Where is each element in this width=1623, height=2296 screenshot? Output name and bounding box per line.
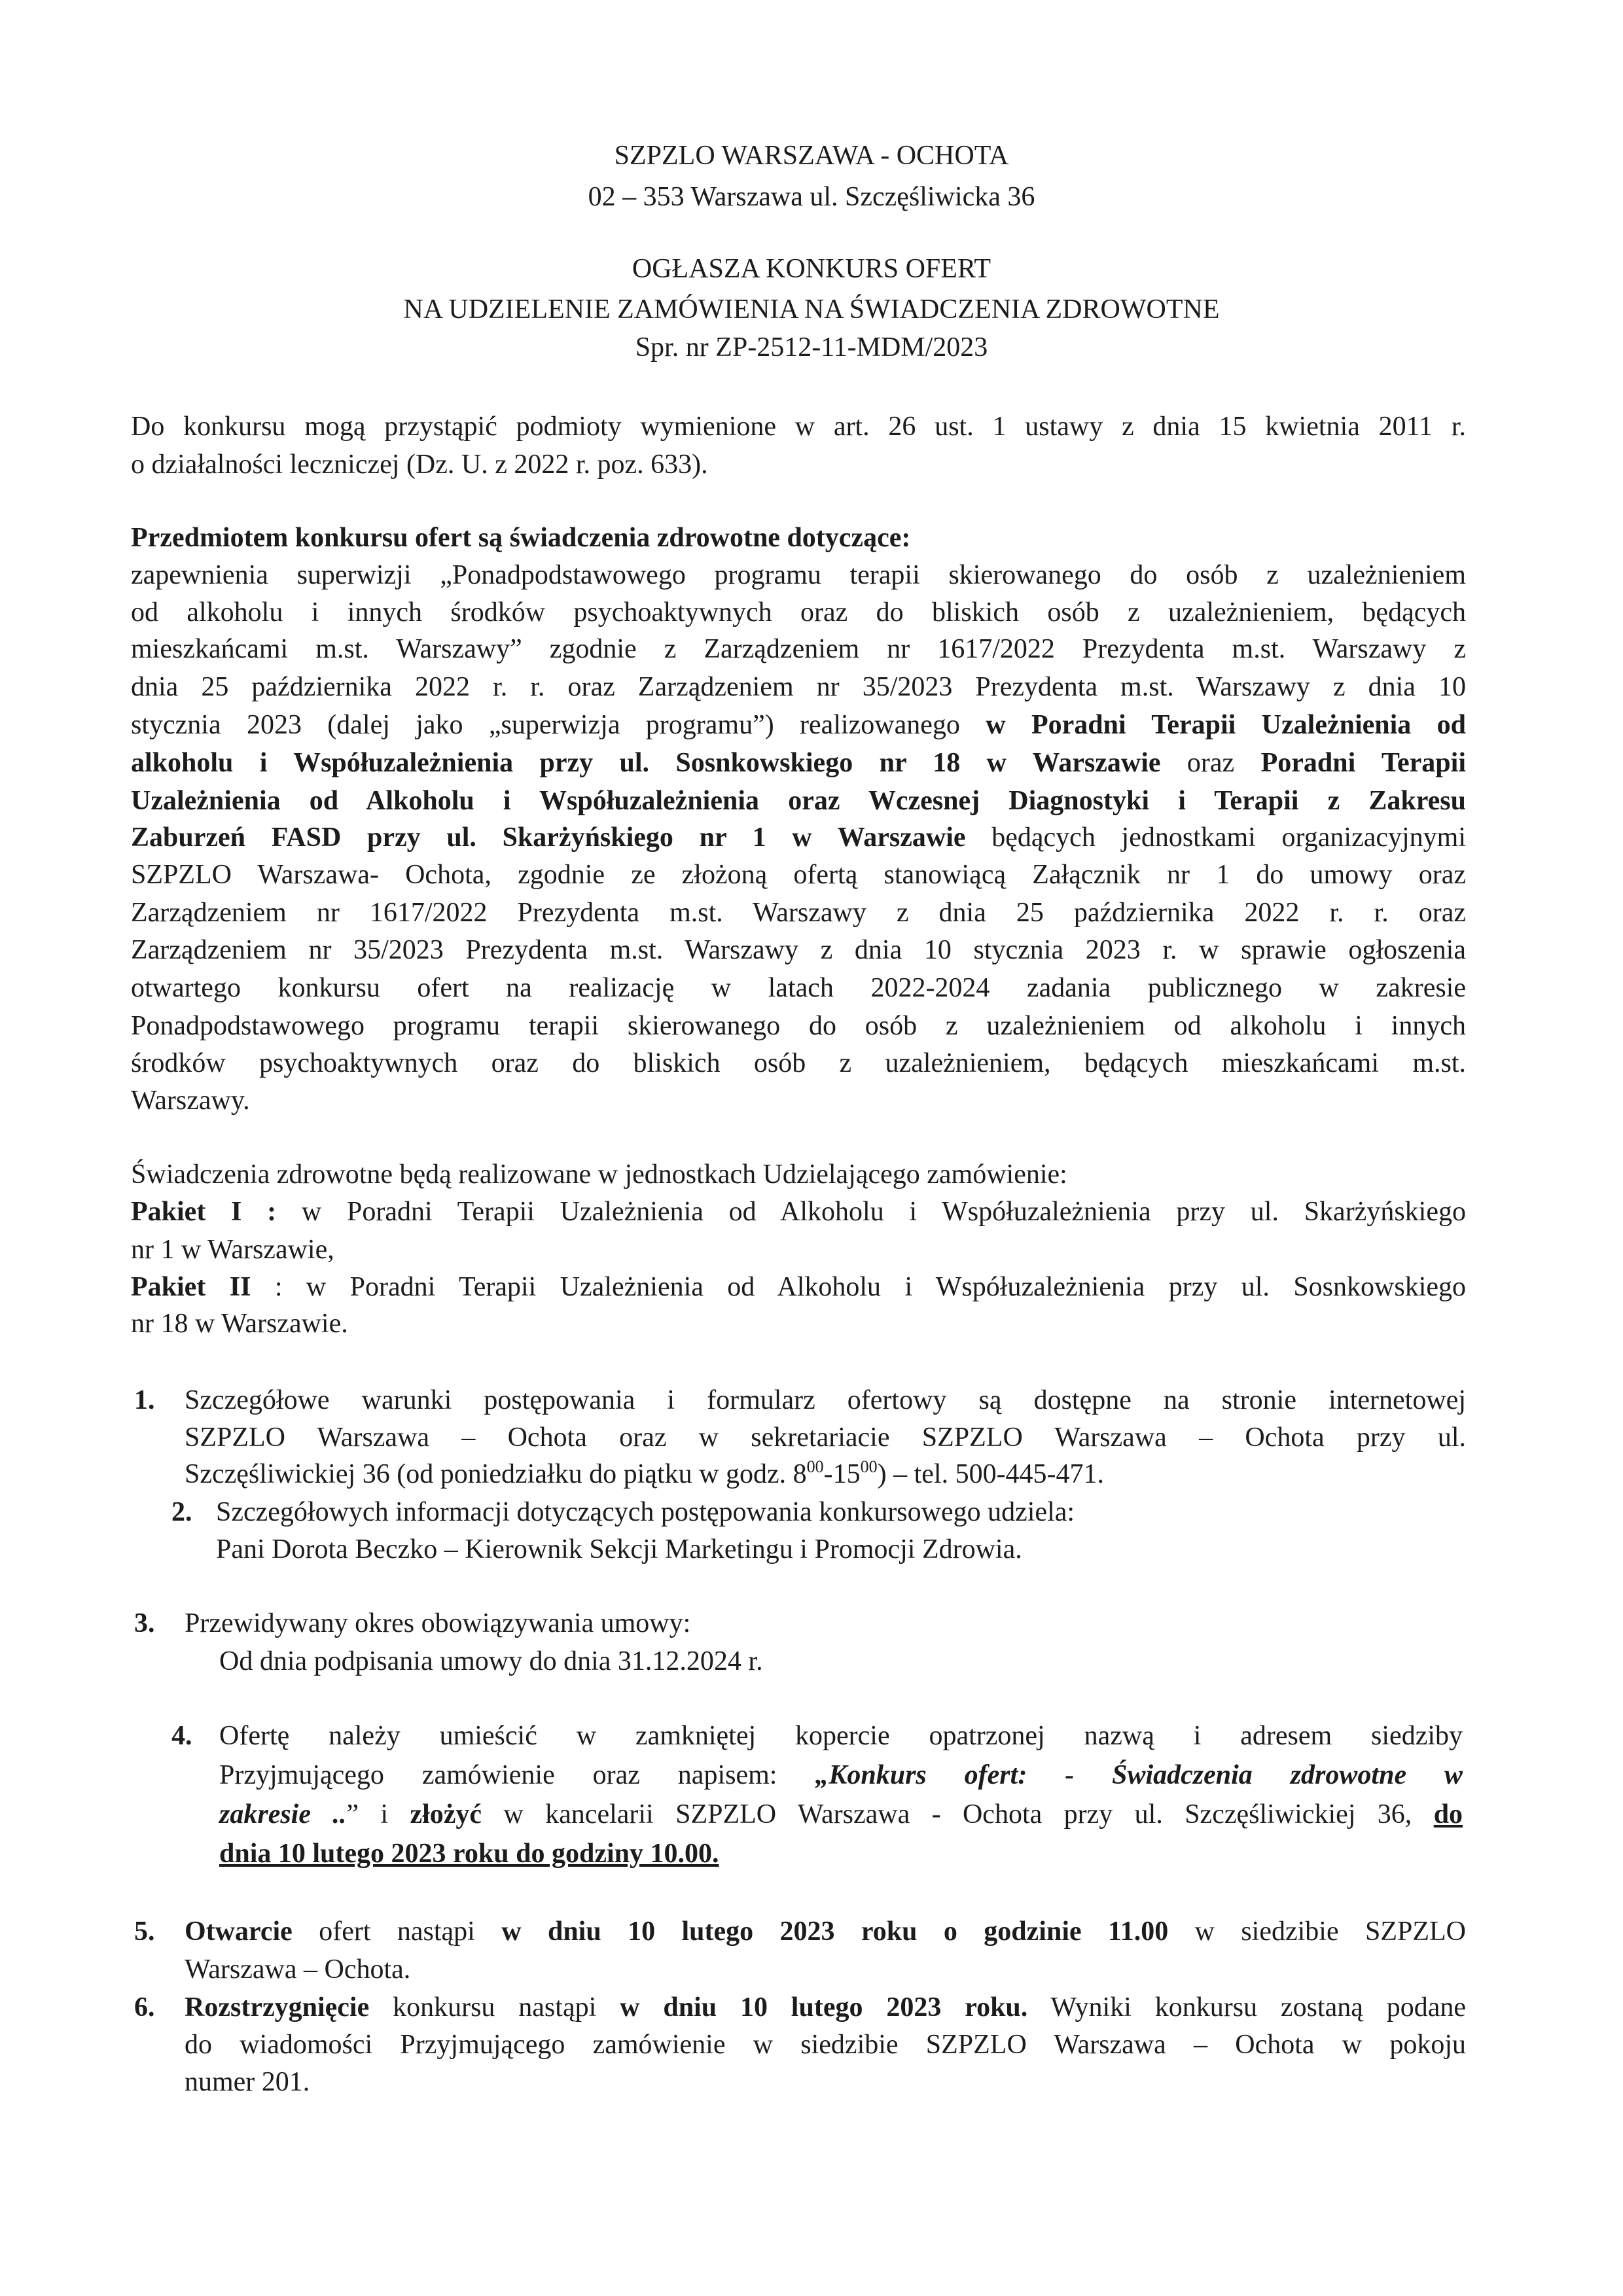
item-3-line: Przewidywany okres obowiązywania umowy: <box>185 1608 691 1638</box>
item-1-line: Szczegółowe warunki postępowania i formularz ofertowy są dostępne na stronie internetowej <box>185 1385 1466 1415</box>
item-number: 3. <box>134 1608 155 1638</box>
item-number: 2. <box>171 1497 192 1527</box>
package-1-line: Pakiet I : w Poradni Terapii Uzależnienia od Alkoholu i Współuzależnienia przy ul. Skarżyńskiego <box>131 1197 1466 1227</box>
subject-line: stycznia 2023 (dalej jako „superwizja programu”) realizowanego w Poradni Terapii Uzależnienia od <box>131 710 1467 740</box>
subject-line: otwartego konkursu ofert na realizację w latach 2022-2024 zadania publicznego w zakresie <box>131 973 1466 1003</box>
units-intro: Świadczenia zdrowotne będą realizowane w jednostkach Udzielającego zamówienie: <box>131 1159 1067 1190</box>
item-1-line: SZPZLO Warszawa – Ochota oraz w sekretariacie SZPZLO Warszawa – Ochota przy ul. <box>185 1422 1466 1453</box>
package-1-line: nr 1 w Warszawie, <box>131 1235 334 1265</box>
item-5-line: Warszawa – Ochota. <box>185 1954 411 1985</box>
item-4-line: zakresie ..” i złożyć w kancelarii SZPZLO Warszawa - Ochota przy ul. Szczęśliwickiej 36, do <box>219 1799 1463 1829</box>
item-4-line: Ofertę należy umieścić w zamkniętej kopercie opatrzonej nazwą i adresem siedziby <box>219 1721 1463 1751</box>
subject-line: Ponadpodstawowego programu terapii skierowanego do osób z uzależnieniem od alkoholu i innych <box>131 1011 1466 1041</box>
item-5-line: Otwarcie ofert nastąpi w dniu 10 lutego 2023 roku o godzinie 11.00 w siedzibie SZPZLO <box>185 1916 1467 1947</box>
subject-line: Zarządzeniem nr 1617/2022 Prezydenta m.st. Warszawy z dnia 25 października 2022 r. r. oraz <box>131 898 1466 928</box>
announcement-title: OGŁASZA KONKURS OFERT <box>632 254 991 284</box>
subject-line: dnia 25 października 2022 r. r. oraz Zarządzeniem nr 35/2023 Prezydenta m.st. Warszawy z dnia 10 <box>131 672 1466 702</box>
organization-address: 02 – 353 Warszawa ul. Szczęśliwicka 36 <box>588 182 1035 212</box>
subject-line: mieszkańcami m.st. Warszawy” zgodnie z Zarządzeniem nr 1617/2022 Prezydenta m.st. Warszawy z <box>131 634 1466 664</box>
organization-name: SZPZLO WARSZAWA - OCHOTA <box>614 141 1009 171</box>
package-2-line: nr 18 w Warszawie. <box>131 1309 348 1339</box>
subject-line: SZPZLO Warszawa- Ochota, zgodnie ze złożoną ofertą stanowiącą Załącznik nr 1 do umowy oraz <box>131 860 1466 890</box>
announcement-subject: NA UDZIELENIE ZAMÓWIENIA NA ŚWIADCZENIA ZDROWOTNE <box>403 294 1220 325</box>
item-6-line: numer 201. <box>185 2067 310 2097</box>
subject-line: Uzależnienia od Alkoholu i Współuzależnienia oraz Wczesnej Diagnostyki i Terapii z Zakresu <box>131 786 1466 816</box>
item-number: 4. <box>171 1721 192 1751</box>
item-6-line: do wiadomości Przyjmującego zamówienie w siedzibie SZPZLO Warszawa – Ochota w pokoju <box>185 2030 1466 2060</box>
package-2-line: Pakiet II : w Poradni Terapii Uzależnienia od Alkoholu i Współuzależnienia przy ul. Sosnkowskiego <box>131 1272 1467 1302</box>
item-3-line: Od dnia podpisania umowy do dnia 31.12.2024 r. <box>219 1646 763 1676</box>
subject-line: Warszawy. <box>131 1086 250 1116</box>
subject-line: środków psychoaktywnych oraz do bliskich osób z uzależnieniem, będących mieszkańcami m.st. <box>131 1048 1466 1078</box>
subject-heading: Przedmiotem konkursu ofert są świadczenia zdrowotne dotyczące: <box>131 523 911 553</box>
subject-line: zapewnienia superwizji „Ponadpodstawowego programu terapii skierowanego do osób z uzależnieniem <box>131 560 1466 590</box>
case-reference: Spr. nr ZP-2512-11-MDM/2023 <box>635 332 988 362</box>
subject-line: Zarządzeniem nr 35/2023 Prezydenta m.st. Warszawy z dnia 10 stycznia 2023 r. w sprawie ogłoszenia <box>131 935 1466 965</box>
item-4-line: Przyjmującego zamówienie oraz napisem: „Konkurs ofert: - Świadczenia zdrowotne w <box>219 1760 1463 1790</box>
item-2-line: Szczegółowych informacji dotyczących postępowania konkursowego udziela: <box>216 1497 1075 1527</box>
subject-line: od alkoholu i innych środków psychoaktywnych oraz do bliskich osób z uzależnieniem, będących <box>131 597 1466 627</box>
item-number: 1. <box>134 1385 155 1415</box>
intro-line: o działalności leczniczej (Dz. U. z 2022 r. poz. 633). <box>131 450 708 480</box>
subject-line: Zaburzeń FASD przy ul. Skarżyńskiego nr 1 w Warszawie będących jednostkami organizacyjnymi <box>131 822 1467 853</box>
item-6-line: Rozstrzygnięcie konkursu nastąpi w dniu 10 lutego 2023 roku. Wyniki konkursu zostaną podane <box>185 1992 1467 2022</box>
item-4-deadline: dnia 10 lutego 2023 roku do godziny 10.00. <box>219 1839 719 1869</box>
item-number: 6. <box>134 1992 155 2022</box>
subject-line: alkoholu i Współuzależnienia przy ul. Sosnkowskiego nr 18 w Warszawie oraz Poradni Terapii <box>131 748 1467 778</box>
item-2-line: Pani Dorota Beczko – Kierownik Sekcji Marketingu i Promocji Zdrowia. <box>216 1534 1022 1564</box>
intro-line: Do konkursu mogą przystąpić podmioty wymienione w art. 26 ust. 1 ustawy z dnia 15 kwietnia 2011 r. <box>131 412 1466 442</box>
item-1-line: Szczęśliwickiej 36 (od poniedziałku do piątku w godz. $8^{00}-15^{00}$) – tel. 500-445-471. <box>185 1457 1105 1489</box>
item-number: 5. <box>134 1916 155 1947</box>
